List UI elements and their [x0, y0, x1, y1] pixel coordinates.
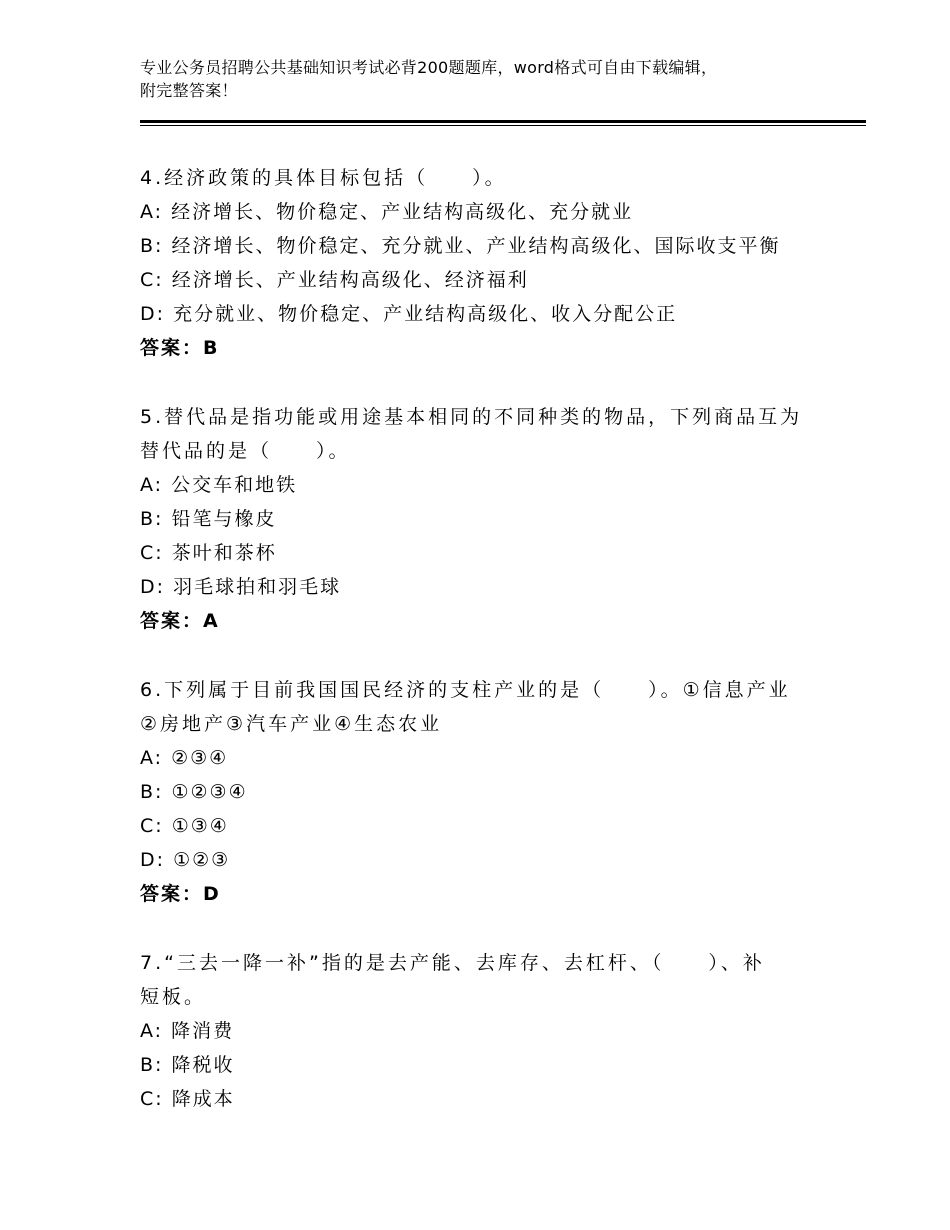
option-b: B: ①②③④: [140, 781, 248, 803]
answer: 答案：D: [140, 883, 221, 905]
question-stem: 4.经济政策的具体目标包括（ ）。: [140, 167, 507, 189]
option-d: D: 羽毛球拍和羽毛球: [140, 576, 342, 598]
option-b: B: 经济增长、物价稳定、充分就业、产业结构高级化、国际收支平衡: [140, 235, 781, 257]
option-d: D: 充分就业、物价稳定、产业结构高级化、收入分配公正: [140, 303, 678, 325]
question-5: [140, 400, 840, 638]
option-a: A: 经济增长、物价稳定、产业结构高级化、充分就业: [140, 201, 634, 223]
option-b: B: 铅笔与橡皮: [140, 508, 277, 530]
document-header: [140, 56, 830, 102]
question-stem: 5.替代品是指功能或用途基本相同的不同种类的物品，下列商品互为: [140, 406, 803, 428]
option-c: C: 茶叶和茶杯: [140, 542, 277, 564]
option-a: A: ②③④: [140, 747, 229, 769]
header-line-2: 附完整答案！: [140, 81, 238, 100]
header-line-1: 专业公务员招聘公共基础知识考试必背200题题库，word格式可自由下载编辑，: [140, 58, 718, 77]
question-6: [140, 673, 840, 911]
header-rule-thick: [140, 120, 866, 123]
answer: 答案：B: [140, 337, 220, 359]
option-b: B: 降税收: [140, 1054, 235, 1076]
option-c: C: 降成本: [140, 1088, 235, 1110]
option-c: C: 经济增长、产业结构高级化、经济福利: [140, 269, 529, 291]
option-a: A: 降消费: [140, 1020, 235, 1042]
question-stem: 7.“三去一降一补”指的是去产能、去库存、去杠杆、（ ）、补: [140, 952, 765, 974]
option-c: C: ①③④: [140, 815, 229, 837]
header-rule-thin: [140, 125, 866, 126]
question-stem-cont: ②房地产③汽车产业④生态农业: [140, 713, 443, 735]
option-d: D: ①②③: [140, 849, 231, 871]
option-a: A: 公交车和地铁: [140, 474, 298, 496]
answer: 答案：A: [140, 610, 220, 632]
question-4: [140, 161, 840, 365]
question-stem: 6.下列属于目前我国国民经济的支柱产业的是（ ）。①信息产业: [140, 679, 791, 701]
question-7: [140, 946, 840, 1116]
question-stem-cont: 替代品的是（ ）。: [140, 440, 351, 462]
question-stem-cont: 短板。: [140, 986, 207, 1008]
